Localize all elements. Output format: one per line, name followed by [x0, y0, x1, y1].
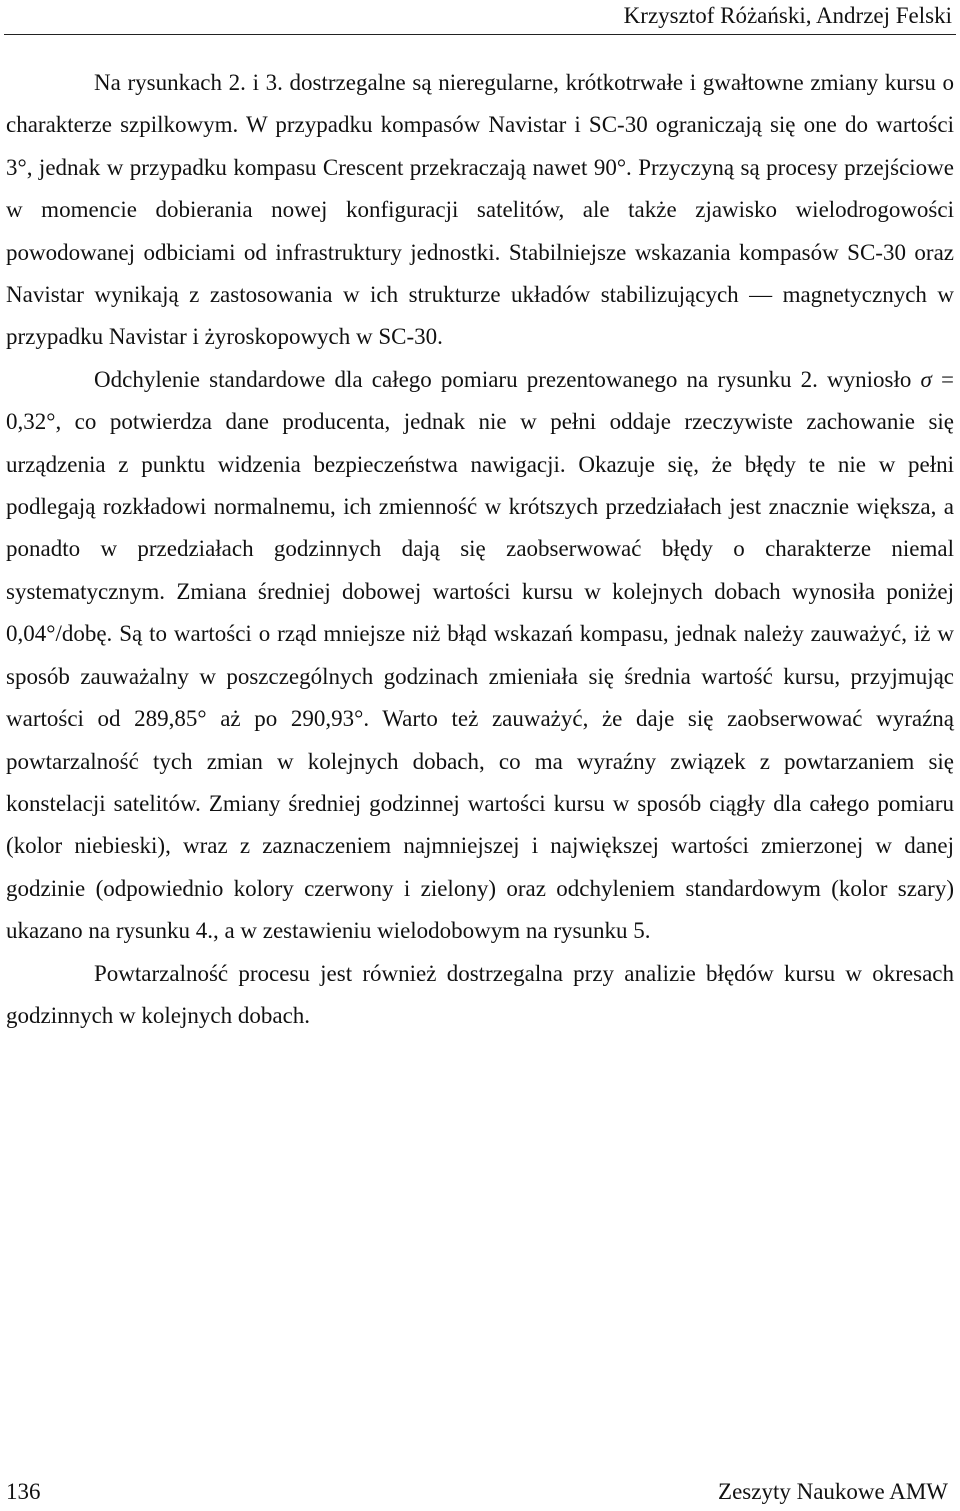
paragraph-3: Powtarzalność procesu jest również dostrzegalna przy analizie błędów kursu w okresach godzinnych w kolejnych dobach.	[6, 960, 954, 1028]
journal-name: Zeszyty Naukowe AMW	[718, 1479, 948, 1504]
sigma-symbol: σ	[920, 366, 932, 392]
paragraph-2-text-start: Odchylenie standardowe dla całego pomiaru prezentowanego na rysunku 2. wyniosło	[94, 366, 921, 392]
header-rule	[4, 34, 956, 35]
paragraph-1: Na rysunkach 2. i 3. dostrzegalne są nieregularne, krótkotrwałe i gwałtowne zmiany kursu o charakterze szpilkowym. W przypadku kompasów Navistar i SC-30 ograniczają się one do wartości 3°, jednak w przypadku kompasu Crescent przekraczają nawet 90°. Przyczyną są procesy przejściowe w momencie dobierania nowej konfiguracji satelitów, ale także zjawisko wielodrogowości powodowanej odbiciami od infrastruktury jednostki. Stabilniejsze wskazania kompasów SC-30 oraz Navistar wynikają z zastosowania w ich strukturze układów stabilizujących — magnetycznych w przypadku Navistar i żyroskopowych w SC-30.	[6, 70, 954, 350]
body-text	[6, 62, 954, 1037]
paragraph-2-text-rest: = 0,32°, co potwierdza dane producenta, jednak nie w pełni oddaje rzeczywiste zachowanie się urządzenia z punktu widzenia bezpieczeństwa nawigacji. Okazuje się, że błędy te nie w pełni podlegają rozkładowi normalnemu, ich zmienność w krótszych przedziałach jest znacznie większa, a ponadto w przedziałach godzinnych dają się zaobserwować błędy o charakterze niemal systematycznym. Zmiana średniej dobowej wartości kursu w kolejnych dobach wynosiła poniżej 0,04°/dobę. Są to wartości o rząd mniejsze niż błąd wskazań kompasu, jednak należy zauważyć, iż w sposób zauważalny w poszczególnych godzinach zmieniała się średnia wartość kursu, przyjmując wartości od 289,85° aż po 290,93°. Warto też zauważyć, że daje się zaobserwować wyraźną powtarzalność tych zmian w kolejnych dobach, co ma wyraźny związek z powtarzaniem się konstelacji satelitów. Zmiany średniej godzinnej wartości kursu w sposób ciągły dla całego pomiaru (kolor niebieski), wraz z zaznaczeniem najmniejszej i największej wartości zmierzonej w danej godzinie (odpowiednio kolory czerwony i zielony) oraz odchyleniem standardowym (kolor szary) ukazano na rysunku 4., a w zestawieniu wielodobowym na rysunku 5.	[6, 366, 954, 944]
page-number: 136	[6, 1479, 41, 1504]
running-header-authors: Krzysztof Różański, Andrzej Felski	[623, 3, 952, 28]
paragraph-2	[6, 359, 954, 953]
